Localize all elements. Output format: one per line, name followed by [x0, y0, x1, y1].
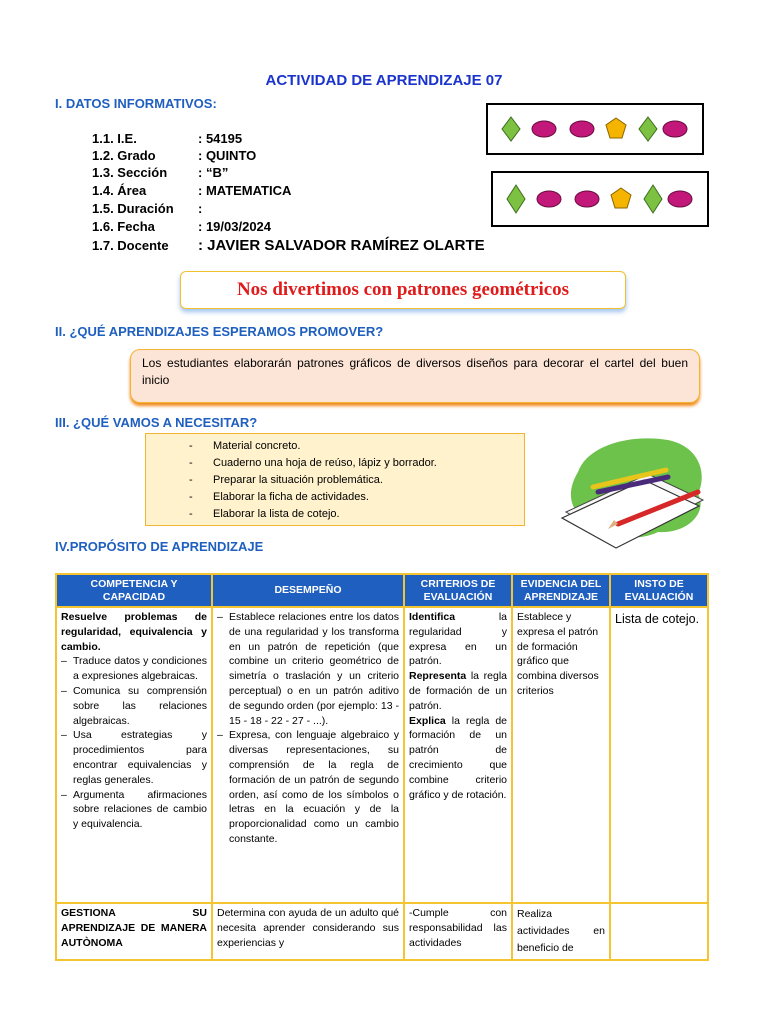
materials-box	[145, 433, 525, 526]
table-header-row	[56, 574, 708, 607]
criterio-item: Identifica la regularidad y expresa en un patrón.	[409, 611, 507, 668]
criterio-text: -Cumple con responsabilidad las actividades	[409, 907, 507, 949]
oval-shape	[663, 121, 687, 137]
column-header: EVIDENCIA DEL APRENDIZAJE	[512, 574, 610, 607]
evidencia-text: Establece y expresa el patrón de formación gráfico que combina diversos criterios	[517, 611, 599, 697]
aprendizajes-box: Los estudiantes elaborarán patrones gráficos de diversos diseños para decorar el cartel del buen inicio	[130, 349, 700, 403]
desempeno-cell	[212, 607, 404, 903]
info-value: : “B”	[198, 165, 229, 180]
info-value: : 19/03/2024	[198, 219, 272, 234]
capacidad-item: – Usa estrategias y procedimientos para encontrar equivalencias y reglas generales.	[61, 729, 207, 786]
capacidad-item: – Comunica su comprensión sobre las relaciones algebraicas.	[61, 684, 207, 727]
instrumento-text: Lista de cotejo.	[615, 612, 700, 626]
oval-shape	[537, 191, 561, 207]
desempeno-item: – Expresa, con lenguaje algebraico y diversas representaciones, su comprensión de la regla de formación de un patrón de segundo orden, así como de los símbolos o letras en la ecuación y de la proporcionalidad como un cambio constante.	[217, 729, 399, 845]
rhombus-shape	[507, 185, 525, 213]
list-item: - Cuaderno una hoja de reúso, lápiz y borrador.	[189, 457, 437, 469]
instrumento-cell	[610, 607, 708, 903]
oval-shape	[532, 121, 556, 137]
capacidad-item: – Argumenta afirmaciones sobre relaciones de cambio y equivalencia.	[61, 788, 207, 831]
section-necesitar: III. ¿QUÉ VAMOS A NECESITAR?	[55, 415, 258, 430]
info-value: : 54195	[198, 131, 243, 146]
pattern-box-bottom	[491, 171, 709, 227]
section-proposito: IV.PROPÓSITO DE APRENDIZAJE	[55, 539, 264, 554]
column-header: CRITERIOS DE EVALUACIÓN	[404, 574, 512, 607]
competencia-title: Resuelve problemas de regularidad, equivalencia y cambio.	[61, 611, 207, 653]
table-row	[56, 903, 708, 960]
page-title: ACTIVIDAD DE APRENDIZAJE 07	[265, 72, 503, 89]
pentagon-shape	[606, 118, 626, 138]
purpose-table	[55, 573, 709, 961]
info-value: : MATEMATICA	[198, 183, 292, 198]
info-label: 1.1. I.E.	[92, 131, 137, 146]
list-item: - Elaborar la ficha de actividades.	[189, 491, 369, 503]
table-row	[56, 607, 708, 903]
material-text: Material concreto.	[213, 440, 301, 452]
info-label: 1.7. Docente	[92, 238, 169, 253]
column-header: INSTO DE EVALUACIÓN	[610, 574, 708, 607]
evidencia-cell	[512, 607, 610, 903]
criterio-item: Explica la regla de formación de un patrón de crecimiento que combine criterio gráfico y de rotación.	[409, 714, 507, 801]
material-text: Elaborar la ficha de actividades.	[213, 491, 369, 503]
capacidad-item: – Traduce datos y condiciones a expresiones algebraicas.	[61, 655, 207, 683]
info-value-docente: : JAVIER SALVADOR RAMÍREZ OLARTE	[198, 237, 485, 254]
list-item: - Preparar la situación problemática.	[189, 474, 383, 486]
material-text: Preparar la situación problemática.	[213, 474, 383, 486]
column-header: COMPETENCIA Y CAPACIDAD	[56, 574, 212, 607]
list-item: - Material concreto.	[189, 440, 301, 452]
materials-list	[146, 434, 524, 523]
info-label: 1.6. Fecha	[92, 219, 155, 234]
info-label: 1.4. Área	[92, 183, 147, 198]
instrumento-cell	[610, 903, 708, 960]
section-aprendizajes: II. ¿QUÉ APRENDIZAJES ESPERAMOS PROMOVER?	[55, 324, 384, 339]
criterio-item: Representa la regla de formación de un patrón.	[409, 670, 507, 712]
oval-shape	[575, 191, 599, 207]
pentagon-shape	[611, 188, 631, 208]
desempeno-text: Determina con ayuda de un adulto qué necesita aprender considerando sus experiencias y	[217, 907, 399, 949]
oval-shape	[570, 121, 594, 137]
session-theme: Nos divertimos con patrones geométricos	[180, 271, 626, 309]
info-label: 1.2. Grado	[92, 148, 156, 163]
competencia-cell	[56, 903, 212, 960]
competencia-cell	[56, 607, 212, 903]
info-label: 1.3. Sección	[92, 165, 168, 180]
info-label: 1.5. Duración	[92, 201, 174, 216]
evidencia-cell	[512, 903, 610, 960]
rhombus-shape	[502, 117, 520, 141]
pattern-shapes-top	[488, 105, 702, 153]
material-text: Elaborar la lista de cotejo.	[213, 508, 340, 520]
desempeno-item: – Establece relaciones entre los datos de una regularidad y los transforma en un patrón de repetición (que combine un criterio geométrico de simetría o traslación y un criterio perceptual) o en un patrón aditivo de segundo orden (por ejemplo: 13 - 15 - 18 - 22 - 27 - ...).	[217, 611, 399, 727]
section-datos-informativos: I. DATOS INFORMATIVOS:	[55, 96, 217, 111]
pattern-box-top	[486, 103, 704, 155]
list-item: - Elaborar la lista de cotejo.	[189, 508, 340, 520]
evidencia-text: Realiza actividades en beneficio de	[517, 908, 605, 954]
info-value: : QUINTO	[198, 148, 257, 163]
pattern-shapes-bottom	[493, 173, 707, 225]
info-value: :	[198, 201, 203, 216]
rhombus-shape	[639, 117, 657, 141]
paper-pencils-clipart	[558, 432, 710, 552]
material-text: Cuaderno una hoja de reúso, lápiz y borrador.	[213, 457, 437, 469]
desempeno-cell	[212, 903, 404, 960]
column-header: DESEMPEÑO	[212, 574, 404, 607]
criterios-cell	[404, 607, 512, 903]
oval-shape	[668, 191, 692, 207]
criterios-cell	[404, 903, 512, 960]
rhombus-shape	[644, 185, 662, 213]
competencia-title: GESTIONA SU APRENDIZAJE DE MANERA AUTÒNOMA	[61, 907, 207, 949]
